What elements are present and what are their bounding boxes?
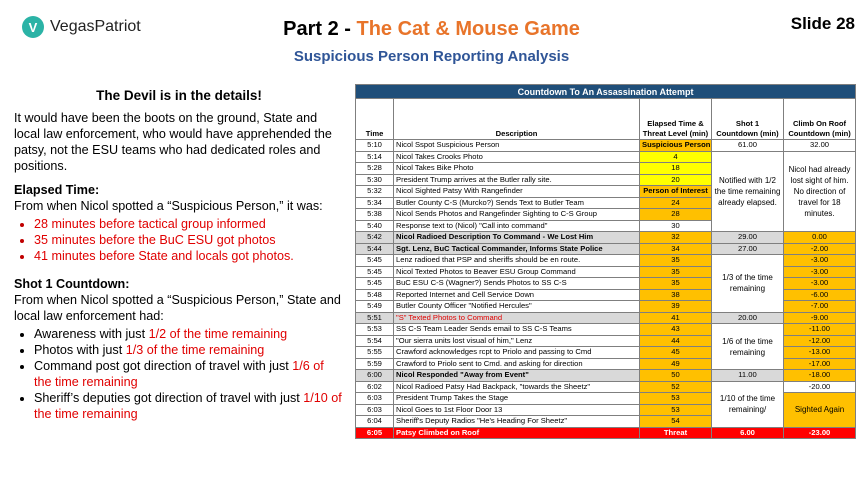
cell-time: 5:45 <box>356 255 394 267</box>
shot-item-text: Sheriff’s deputies got direction of travel with just <box>34 391 304 405</box>
elapsed-intro: From when Nicol spotted a “Suspicious Person,” it was: <box>14 199 323 213</box>
cell-elapsed: 4 <box>640 151 712 163</box>
shot-item <box>34 390 344 422</box>
cell-description: President Trump arrives at the Butler rally site. <box>394 174 640 186</box>
cell-shot: 61.00 <box>712 140 784 152</box>
cell-description: Sgt. Lenz, BuC Tactical Commander, Informs State Police <box>394 243 640 255</box>
table-row <box>356 140 856 152</box>
left-text-panel <box>14 88 344 424</box>
cell-time: 5:38 <box>356 209 394 221</box>
cell-description: Lenz radioed that PSP and sheriffs should be en route. <box>394 255 640 267</box>
shot-item-text: Command post got direction of travel with just <box>34 359 293 373</box>
cell-description: Nicol Sspot Suspicious Person <box>394 140 640 152</box>
table-row <box>356 151 856 163</box>
cell-description: Nicol Radioed Patsy Had Backpack, "towards the Sheetz" <box>394 381 640 393</box>
cell-climb: -20.00 <box>784 381 856 393</box>
elapsed-item-red: 28 minutes <box>34 217 96 231</box>
cell-shot: 6.00 <box>712 427 784 439</box>
cell-time: 5:45 <box>356 266 394 278</box>
page-title <box>0 18 863 41</box>
elapsed-item-rest: before State and locals got photos. <box>95 249 294 263</box>
cell-elapsed: 53 <box>640 404 712 416</box>
section-heading: The Devil is in the details! <box>96 88 262 103</box>
cell-climb: -7.00 <box>784 301 856 313</box>
cell-description: "S" Texted Photos to Command <box>394 312 640 324</box>
cell-time: 5:32 <box>356 186 394 198</box>
elapsed-item-rest: before the BuC ESU got photos <box>95 233 276 247</box>
shot-item-red: 1/2 of the time remaining <box>148 327 288 341</box>
cell-elapsed: 45 <box>640 347 712 359</box>
cell-elapsed: 34 <box>640 243 712 255</box>
cell-climb: -18.00 <box>784 370 856 382</box>
cell-elapsed: 30 <box>640 220 712 232</box>
cell-elapsed: 54 <box>640 416 712 428</box>
cell-climb: -23.00 <box>784 427 856 439</box>
cell-elapsed: 35 <box>640 278 712 290</box>
cell-time: 5:45 <box>356 278 394 290</box>
cell-time: 5:40 <box>356 220 394 232</box>
slide-number: Slide 28 <box>790 14 855 33</box>
cell-climb: -3.00 <box>784 278 856 290</box>
cell-climb: -11.00 <box>784 324 856 336</box>
header-shot-countdown: Shot 1 Countdown (min) <box>712 99 784 140</box>
cell-elapsed: 49 <box>640 358 712 370</box>
cell-elapsed: 44 <box>640 335 712 347</box>
cell-elapsed: 53 <box>640 393 712 405</box>
cell-description: Nicol Texted Photos to Beaver ESU Group Command <box>394 266 640 278</box>
title-accent: The Cat & Mouse Game <box>356 18 580 40</box>
cell-time: 6:03 <box>356 404 394 416</box>
cell-description: Nicol Sends Photos and Rangefinder Sighting to C-S Group <box>394 209 640 221</box>
shot-item <box>34 342 344 358</box>
cell-time: 5:59 <box>356 358 394 370</box>
cell-climb: -12.00 <box>784 335 856 347</box>
cell-description: Nicol Sighted Patsy With Rangefinder <box>394 186 640 198</box>
cell-time: 5:10 <box>356 140 394 152</box>
header-elapsed: Elapsed Time & Threat Level (min) <box>640 99 712 140</box>
table-row <box>356 381 856 393</box>
shot-title: Shot 1 Countdown: <box>14 277 130 291</box>
cell-description: BuC ESU C-S (Wagner?) Sends Photos to SS C-S <box>394 278 640 290</box>
intro-paragraph: It would have been the boots on the ground, State and local law enforcement, who would have apprehended the patsy, not the ESU teams who had dedicated roles and positions. <box>14 111 332 173</box>
cell-climb: -2.00 <box>784 243 856 255</box>
cell-elapsed: Person of Interest <box>640 186 712 198</box>
cell-description: Nicol Takes Crooks Photo <box>394 151 640 163</box>
table-row <box>356 312 856 324</box>
cell-time: 5:14 <box>356 151 394 163</box>
cell-time: 5:44 <box>356 243 394 255</box>
table-row <box>356 324 856 336</box>
cell-elapsed: 20 <box>640 174 712 186</box>
cell-description: President Trump Takes the Stage <box>394 393 640 405</box>
cell-elapsed: 43 <box>640 324 712 336</box>
cell-elapsed: 24 <box>640 197 712 209</box>
cell-elapsed: 35 <box>640 266 712 278</box>
cell-time: 5:34 <box>356 197 394 209</box>
elapsed-item <box>34 232 344 248</box>
cell-time: 5:28 <box>356 163 394 175</box>
table-row <box>356 243 856 255</box>
shot-item-red: 1/3 of the time remaining <box>125 343 265 357</box>
cell-shot: 27.00 <box>712 243 784 255</box>
title-prefix: Part 2 - <box>283 18 357 40</box>
cell-elapsed: 28 <box>640 209 712 221</box>
table-row <box>356 232 856 244</box>
cell-description: SS C-S Team Leader Sends email to SS C-S Teams <box>394 324 640 336</box>
header-climb-countdown: Climb On Roof Countdown (min) <box>784 99 856 140</box>
cell-time: 6:02 <box>356 381 394 393</box>
elapsed-title: Elapsed Time: <box>14 183 100 197</box>
logo-badge-icon: V <box>22 16 44 38</box>
shot-note-sixth: 1/6 of the time remaining <box>712 324 784 370</box>
cell-time: 5:30 <box>356 174 394 186</box>
cell-description: Butler County C-S (Murcko?) Sends Text to Butler Team <box>394 197 640 209</box>
cell-shot: 29.00 <box>712 232 784 244</box>
cell-climb: -13.00 <box>784 347 856 359</box>
cell-climb: 32.00 <box>784 140 856 152</box>
cell-time: 5:48 <box>356 289 394 301</box>
cell-climb: -6.00 <box>784 289 856 301</box>
cell-description: Nicol Takes Bike Photo <box>394 163 640 175</box>
elapsed-item-red: 35 minutes <box>34 233 96 247</box>
header-description: Description <box>394 99 640 140</box>
cell-time: 5:54 <box>356 335 394 347</box>
cell-climb: -3.00 <box>784 266 856 278</box>
cell-time: 6:05 <box>356 427 394 439</box>
shot-intro: From when Nicol spotted a “Suspicious Person,” State and local law enforcement had: <box>14 293 341 323</box>
shot-list <box>14 326 344 422</box>
cell-time: 6:04 <box>356 416 394 428</box>
elapsed-item-red: 41 minutes <box>34 249 96 263</box>
cell-time: 5:49 <box>356 301 394 313</box>
countdown-table <box>355 84 856 439</box>
cell-description: "Our sierra units lost visual of him," Lenz <box>394 335 640 347</box>
cell-elapsed: 50 <box>640 370 712 382</box>
cell-climb: -3.00 <box>784 255 856 267</box>
elapsed-list <box>14 216 344 264</box>
shot-item <box>34 326 344 342</box>
shot-note-third: 1/3 of the time remaining <box>712 255 784 313</box>
cell-description: Crawford acknowledges rcpt to Priolo and passing to Cmd <box>394 347 640 359</box>
cell-description: Reported Internet and Cell Service Down <box>394 289 640 301</box>
cell-time: 5:55 <box>356 347 394 359</box>
cell-elapsed: 38 <box>640 289 712 301</box>
table-row-final <box>356 427 856 439</box>
cell-time: 6:03 <box>356 393 394 405</box>
cell-elapsed: Suspicious Person <box>640 140 712 152</box>
cell-climb: 0.00 <box>784 232 856 244</box>
cell-description: Sheriff's Deputy Radios "He's Heading For Sheetz" <box>394 416 640 428</box>
shot-note-half: Notified with 1/2 the time remaining already elapsed. <box>712 151 784 232</box>
cell-time: 5:53 <box>356 324 394 336</box>
climb-note-lost: Nicol had already lost sight of him. No direction of travel for 18 minutes. <box>784 151 856 232</box>
cell-shot: 20.00 <box>712 312 784 324</box>
cell-time: 6:00 <box>356 370 394 382</box>
cell-description: Nicol Goes to 1st Floor Door 13 <box>394 404 640 416</box>
cell-elapsed: 41 <box>640 312 712 324</box>
table-row <box>356 255 856 267</box>
cell-description: Nicol Responded "Away from Event" <box>394 370 640 382</box>
shot-item-text: Photos with just <box>34 343 126 357</box>
cell-climb: -9.00 <box>784 312 856 324</box>
cell-description: Crawford to Priolo sent to Cmd. and asking for direction <box>394 358 640 370</box>
cell-climb: -17.00 <box>784 358 856 370</box>
shot-item <box>34 358 344 390</box>
cell-elapsed: 39 <box>640 301 712 313</box>
cell-description: Butler County Officer "Notified Hercules" <box>394 301 640 313</box>
logo-text: VegasPatriot <box>50 18 141 35</box>
shot-item-red: 1/10 of the time remaining <box>34 391 342 421</box>
cell-description: Response text to (Nicol) "Call into command" <box>394 220 640 232</box>
elapsed-item-rest: before tactical group informed <box>95 217 266 231</box>
cell-description: Patsy Climbed on Roof <box>394 427 640 439</box>
countdown-table-container <box>355 84 855 478</box>
header-time: Time <box>356 99 394 140</box>
cell-elapsed: 35 <box>640 255 712 267</box>
cell-description: Nicol Radioed Description To Command - We Lost Him <box>394 232 640 244</box>
table-row <box>356 370 856 382</box>
page-subtitle: Suspicious Person Reporting Analysis <box>293 48 570 65</box>
cell-elapsed: 52 <box>640 381 712 393</box>
elapsed-item <box>34 248 344 264</box>
cell-elapsed: 18 <box>640 163 712 175</box>
shot-note-tenth: 1/10 of the time remaining/ <box>712 381 784 427</box>
cell-time: 5:51 <box>356 312 394 324</box>
cell-time: 5:42 <box>356 232 394 244</box>
climb-note-sighted: Sighted Again <box>784 393 856 428</box>
shot-item-red: 1/6 of the time remaining <box>34 359 324 389</box>
shot-item-text: Awareness with just <box>34 327 149 341</box>
elapsed-item <box>34 216 344 232</box>
cell-elapsed: 32 <box>640 232 712 244</box>
cell-elapsed: Threat <box>640 427 712 439</box>
cell-shot: 11.00 <box>712 370 784 382</box>
table-banner: Countdown To An Assassination Attempt <box>356 85 856 99</box>
